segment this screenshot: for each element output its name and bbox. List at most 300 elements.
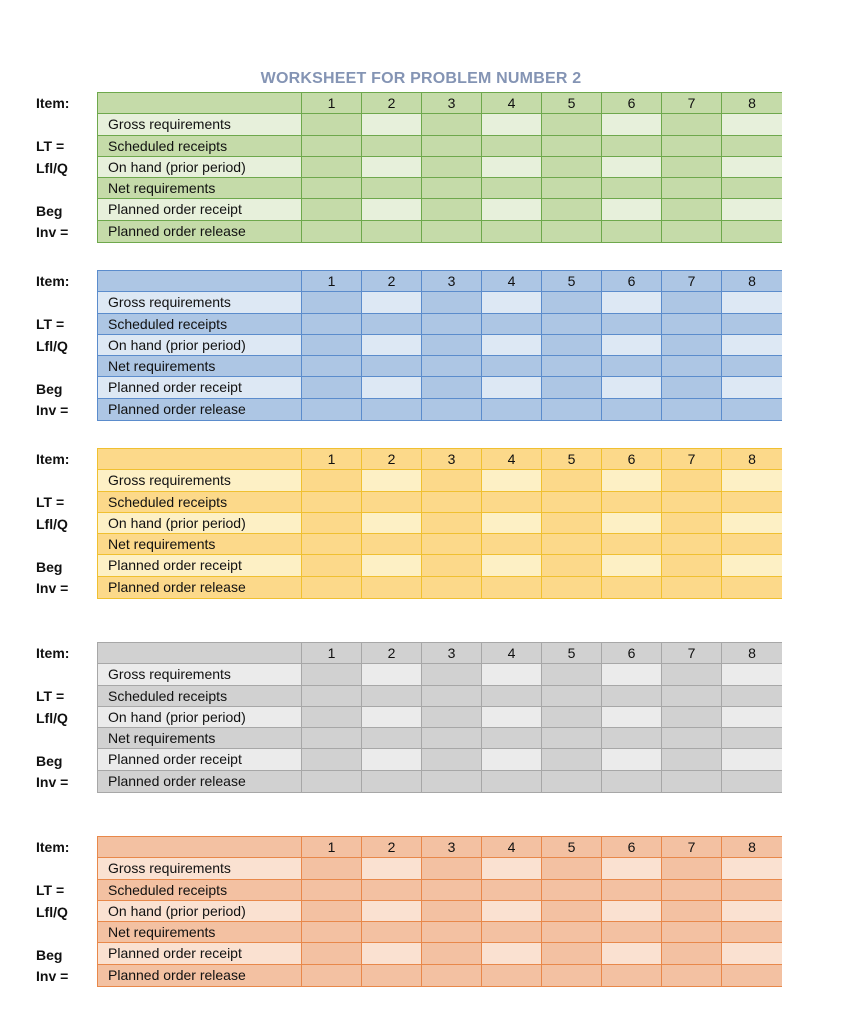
- data-cell[interactable]: [602, 377, 662, 398]
- data-cell[interactable]: [422, 199, 482, 220]
- data-cell[interactable]: [662, 114, 722, 135]
- data-cell[interactable]: [482, 470, 542, 491]
- data-cell[interactable]: [302, 136, 362, 157]
- row-label: Gross requirements: [98, 664, 302, 685]
- period-header: 6: [602, 93, 662, 114]
- data-cell[interactable]: [542, 707, 602, 728]
- data-cell[interactable]: [662, 356, 722, 377]
- data-cell[interactable]: [362, 513, 422, 534]
- data-cell[interactable]: [362, 199, 422, 220]
- data-cell[interactable]: [542, 922, 602, 943]
- data-cell[interactable]: [602, 513, 662, 534]
- data-cell[interactable]: [542, 664, 602, 685]
- data-cell[interactable]: [482, 965, 542, 986]
- worksheet-gray: [0, 642, 842, 796]
- data-cell[interactable]: [662, 664, 722, 685]
- header-blank-cell: [98, 449, 302, 470]
- header-blank-cell: [98, 271, 302, 292]
- data-cell[interactable]: [602, 880, 662, 901]
- data-cell[interactable]: [662, 943, 722, 964]
- data-cell[interactable]: [302, 577, 362, 598]
- data-cell[interactable]: [542, 136, 602, 157]
- data-cell[interactable]: [662, 771, 722, 792]
- data-cell[interactable]: [302, 922, 362, 943]
- data-cell[interactable]: [602, 534, 662, 555]
- data-cell[interactable]: [722, 901, 782, 922]
- data-cell[interactable]: [542, 577, 602, 598]
- data-cell[interactable]: [602, 314, 662, 335]
- data-cell[interactable]: [362, 335, 422, 356]
- lot-size-label: Lfl/Q: [36, 903, 68, 920]
- data-cell[interactable]: [422, 377, 482, 398]
- data-cell[interactable]: [422, 513, 482, 534]
- data-cell[interactable]: [542, 749, 602, 770]
- data-cell[interactable]: [362, 314, 422, 335]
- data-cell[interactable]: [302, 492, 362, 513]
- data-cell[interactable]: [722, 686, 782, 707]
- data-cell[interactable]: [422, 707, 482, 728]
- period-header: 4: [482, 271, 542, 292]
- data-cell[interactable]: [482, 178, 542, 199]
- data-cell[interactable]: [302, 377, 362, 398]
- data-cell[interactable]: [362, 664, 422, 685]
- data-cell[interactable]: [482, 114, 542, 135]
- data-cell[interactable]: [302, 221, 362, 242]
- data-cell[interactable]: [722, 470, 782, 491]
- data-cell[interactable]: [302, 199, 362, 220]
- data-cell[interactable]: [662, 377, 722, 398]
- row-label: Planned order release: [98, 399, 302, 420]
- data-cell[interactable]: [302, 686, 362, 707]
- data-cell[interactable]: [602, 157, 662, 178]
- data-cell[interactable]: [362, 555, 422, 576]
- data-cell[interactable]: [302, 157, 362, 178]
- data-cell[interactable]: [422, 858, 482, 879]
- data-cell[interactable]: [722, 178, 782, 199]
- beginning-label: Beg: [36, 380, 63, 397]
- data-cell[interactable]: [542, 965, 602, 986]
- data-cell[interactable]: [422, 880, 482, 901]
- inventory-label: Inv =: [36, 224, 69, 241]
- data-cell[interactable]: [302, 292, 362, 313]
- data-cell[interactable]: [362, 965, 422, 986]
- data-cell[interactable]: [662, 335, 722, 356]
- data-cell[interactable]: [302, 534, 362, 555]
- data-cell[interactable]: [302, 178, 362, 199]
- data-cell[interactable]: [302, 771, 362, 792]
- period-header: 5: [542, 271, 602, 292]
- data-cell[interactable]: [362, 114, 422, 135]
- data-cell[interactable]: [662, 492, 722, 513]
- period-header: 5: [542, 837, 602, 858]
- data-cell[interactable]: [662, 858, 722, 879]
- data-cell[interactable]: [482, 534, 542, 555]
- row-label: Gross requirements: [98, 114, 302, 135]
- data-cell[interactable]: [362, 157, 422, 178]
- period-header: 6: [602, 643, 662, 664]
- period-header: 6: [602, 837, 662, 858]
- period-header: 3: [422, 837, 482, 858]
- data-cell[interactable]: [362, 707, 422, 728]
- data-cell[interactable]: [662, 314, 722, 335]
- data-cell[interactable]: [542, 901, 602, 922]
- data-cell[interactable]: [482, 771, 542, 792]
- data-cell[interactable]: [602, 728, 662, 749]
- period-header: 2: [362, 93, 422, 114]
- data-cell[interactable]: [722, 943, 782, 964]
- row-label: On hand (prior period): [98, 707, 302, 728]
- data-cell[interactable]: [602, 771, 662, 792]
- data-cell[interactable]: [302, 356, 362, 377]
- data-cell[interactable]: [542, 335, 602, 356]
- period-header: 1: [302, 837, 362, 858]
- data-cell[interactable]: [362, 534, 422, 555]
- data-cell[interactable]: [362, 492, 422, 513]
- beginning-label: Beg: [36, 558, 63, 575]
- row-label: Scheduled receipts: [98, 492, 302, 513]
- data-cell[interactable]: [722, 664, 782, 685]
- header-blank-cell: [98, 643, 302, 664]
- data-cell[interactable]: [602, 965, 662, 986]
- data-cell[interactable]: [722, 114, 782, 135]
- data-cell[interactable]: [602, 199, 662, 220]
- data-cell[interactable]: [602, 686, 662, 707]
- data-cell[interactable]: [722, 555, 782, 576]
- data-cell[interactable]: [662, 399, 722, 420]
- data-cell[interactable]: [482, 157, 542, 178]
- row-label: Planned order receipt: [98, 749, 302, 770]
- period-header: 7: [662, 93, 722, 114]
- data-cell[interactable]: [482, 314, 542, 335]
- data-cell[interactable]: [302, 965, 362, 986]
- data-cell[interactable]: [602, 664, 662, 685]
- row-label: Planned order receipt: [98, 377, 302, 398]
- beginning-label: Beg: [36, 946, 63, 963]
- item-label: Item:: [36, 95, 70, 111]
- data-cell[interactable]: [362, 470, 422, 491]
- data-cell[interactable]: [602, 749, 662, 770]
- data-cell[interactable]: [722, 136, 782, 157]
- data-cell[interactable]: [542, 377, 602, 398]
- data-cell[interactable]: [302, 114, 362, 135]
- data-cell[interactable]: [722, 492, 782, 513]
- data-cell[interactable]: [542, 356, 602, 377]
- data-cell[interactable]: [482, 749, 542, 770]
- data-cell[interactable]: [362, 292, 422, 313]
- data-cell[interactable]: [422, 399, 482, 420]
- data-cell[interactable]: [302, 664, 362, 685]
- period-header: 3: [422, 271, 482, 292]
- data-cell[interactable]: [422, 492, 482, 513]
- data-cell[interactable]: [602, 292, 662, 313]
- data-cell[interactable]: [482, 686, 542, 707]
- data-cell[interactable]: [362, 136, 422, 157]
- data-cell[interactable]: [302, 470, 362, 491]
- data-cell[interactable]: [422, 555, 482, 576]
- data-cell[interactable]: [662, 534, 722, 555]
- data-cell[interactable]: [362, 922, 422, 943]
- data-cell[interactable]: [482, 513, 542, 534]
- data-cell[interactable]: [662, 922, 722, 943]
- period-header: 2: [362, 271, 422, 292]
- data-cell[interactable]: [422, 221, 482, 242]
- data-cell[interactable]: [542, 492, 602, 513]
- data-cell[interactable]: [722, 965, 782, 986]
- data-cell[interactable]: [362, 178, 422, 199]
- data-cell[interactable]: [302, 707, 362, 728]
- data-cell[interactable]: [362, 771, 422, 792]
- data-cell[interactable]: [542, 157, 602, 178]
- data-cell[interactable]: [362, 356, 422, 377]
- data-cell[interactable]: [422, 965, 482, 986]
- data-cell[interactable]: [602, 901, 662, 922]
- data-cell[interactable]: [362, 728, 422, 749]
- data-cell[interactable]: [422, 534, 482, 555]
- data-cell[interactable]: [662, 136, 722, 157]
- data-cell[interactable]: [662, 728, 722, 749]
- period-header: 4: [482, 93, 542, 114]
- data-cell[interactable]: [722, 728, 782, 749]
- mrp-table: [97, 836, 782, 987]
- data-cell[interactable]: [542, 686, 602, 707]
- data-cell[interactable]: [482, 577, 542, 598]
- row-label: Planned order receipt: [98, 555, 302, 576]
- lead-time-label: LT =: [36, 138, 65, 155]
- data-cell[interactable]: [662, 292, 722, 313]
- data-cell[interactable]: [542, 728, 602, 749]
- data-cell[interactable]: [722, 922, 782, 943]
- data-cell[interactable]: [602, 178, 662, 199]
- data-cell[interactable]: [602, 356, 662, 377]
- data-cell[interactable]: [422, 728, 482, 749]
- period-header: 2: [362, 837, 422, 858]
- data-cell[interactable]: [302, 943, 362, 964]
- data-cell[interactable]: [662, 555, 722, 576]
- data-cell[interactable]: [362, 221, 422, 242]
- period-header: 4: [482, 837, 542, 858]
- row-label: Scheduled receipts: [98, 314, 302, 335]
- data-cell[interactable]: [422, 943, 482, 964]
- data-cell[interactable]: [722, 199, 782, 220]
- row-label: Scheduled receipts: [98, 880, 302, 901]
- data-cell[interactable]: [482, 377, 542, 398]
- data-cell[interactable]: [602, 136, 662, 157]
- data-cell[interactable]: [422, 136, 482, 157]
- data-cell[interactable]: [542, 534, 602, 555]
- data-cell[interactable]: [662, 157, 722, 178]
- beginning-label: Beg: [36, 752, 63, 769]
- period-header: 6: [602, 271, 662, 292]
- data-cell[interactable]: [662, 901, 722, 922]
- row-label: Net requirements: [98, 178, 302, 199]
- data-cell[interactable]: [482, 199, 542, 220]
- data-cell[interactable]: [302, 399, 362, 420]
- data-cell[interactable]: [302, 513, 362, 534]
- data-cell[interactable]: [302, 314, 362, 335]
- data-cell[interactable]: [422, 922, 482, 943]
- data-cell[interactable]: [722, 221, 782, 242]
- data-cell[interactable]: [662, 965, 722, 986]
- data-cell[interactable]: [662, 513, 722, 534]
- data-cell[interactable]: [482, 356, 542, 377]
- data-cell[interactable]: [482, 858, 542, 879]
- data-cell[interactable]: [422, 178, 482, 199]
- data-cell[interactable]: [662, 221, 722, 242]
- period-header: 7: [662, 449, 722, 470]
- data-cell[interactable]: [722, 749, 782, 770]
- data-cell[interactable]: [722, 707, 782, 728]
- data-cell[interactable]: [302, 555, 362, 576]
- data-cell[interactable]: [722, 513, 782, 534]
- data-cell[interactable]: [602, 114, 662, 135]
- data-cell[interactable]: [722, 880, 782, 901]
- data-cell[interactable]: [542, 943, 602, 964]
- data-cell[interactable]: [302, 728, 362, 749]
- data-cell[interactable]: [662, 178, 722, 199]
- data-cell[interactable]: [722, 335, 782, 356]
- period-header: 7: [662, 643, 722, 664]
- data-cell[interactable]: [422, 771, 482, 792]
- data-cell[interactable]: [602, 577, 662, 598]
- data-cell[interactable]: [662, 880, 722, 901]
- data-cell[interactable]: [722, 771, 782, 792]
- data-cell[interactable]: [422, 577, 482, 598]
- data-cell[interactable]: [422, 114, 482, 135]
- period-header: 2: [362, 643, 422, 664]
- row-label: Planned order receipt: [98, 943, 302, 964]
- data-cell[interactable]: [302, 749, 362, 770]
- data-cell[interactable]: [422, 157, 482, 178]
- data-cell[interactable]: [482, 880, 542, 901]
- row-label: On hand (prior period): [98, 157, 302, 178]
- data-cell[interactable]: [362, 686, 422, 707]
- data-cell[interactable]: [302, 901, 362, 922]
- row-label: On hand (prior period): [98, 901, 302, 922]
- data-cell[interactable]: [542, 292, 602, 313]
- data-cell[interactable]: [602, 221, 662, 242]
- data-cell[interactable]: [362, 577, 422, 598]
- data-cell[interactable]: [662, 707, 722, 728]
- row-label: Net requirements: [98, 728, 302, 749]
- data-cell[interactable]: [602, 399, 662, 420]
- period-header: 4: [482, 449, 542, 470]
- data-cell[interactable]: [362, 880, 422, 901]
- data-cell[interactable]: [302, 858, 362, 879]
- data-cell[interactable]: [482, 492, 542, 513]
- data-cell[interactable]: [362, 377, 422, 398]
- data-cell[interactable]: [362, 858, 422, 879]
- data-cell[interactable]: [662, 749, 722, 770]
- data-cell[interactable]: [482, 221, 542, 242]
- period-header: 4: [482, 643, 542, 664]
- row-label: Gross requirements: [98, 292, 302, 313]
- data-cell[interactable]: [722, 399, 782, 420]
- data-cell[interactable]: [602, 492, 662, 513]
- data-cell[interactable]: [662, 577, 722, 598]
- row-label: Net requirements: [98, 534, 302, 555]
- data-cell[interactable]: [722, 356, 782, 377]
- data-cell[interactable]: [302, 880, 362, 901]
- data-cell[interactable]: [602, 858, 662, 879]
- row-label: On hand (prior period): [98, 335, 302, 356]
- data-cell[interactable]: [362, 901, 422, 922]
- data-cell[interactable]: [542, 178, 602, 199]
- data-cell[interactable]: [422, 686, 482, 707]
- inventory-label: Inv =: [36, 774, 69, 791]
- data-cell[interactable]: [542, 314, 602, 335]
- data-cell[interactable]: [482, 292, 542, 313]
- data-cell[interactable]: [482, 728, 542, 749]
- inventory-label: Inv =: [36, 580, 69, 597]
- data-cell[interactable]: [362, 943, 422, 964]
- data-cell[interactable]: [482, 136, 542, 157]
- data-cell[interactable]: [422, 356, 482, 377]
- data-cell[interactable]: [542, 199, 602, 220]
- period-header: 1: [302, 643, 362, 664]
- data-cell[interactable]: [422, 292, 482, 313]
- data-cell[interactable]: [482, 664, 542, 685]
- data-cell[interactable]: [662, 470, 722, 491]
- data-cell[interactable]: [722, 314, 782, 335]
- data-cell[interactable]: [662, 686, 722, 707]
- data-cell[interactable]: [542, 555, 602, 576]
- data-cell[interactable]: [662, 199, 722, 220]
- data-cell[interactable]: [602, 555, 662, 576]
- row-label: Planned order release: [98, 577, 302, 598]
- data-cell[interactable]: [482, 399, 542, 420]
- data-cell[interactable]: [542, 880, 602, 901]
- data-cell[interactable]: [542, 771, 602, 792]
- lead-time-label: LT =: [36, 316, 65, 333]
- data-cell[interactable]: [602, 470, 662, 491]
- data-cell[interactable]: [542, 513, 602, 534]
- data-cell[interactable]: [482, 707, 542, 728]
- data-cell[interactable]: [482, 922, 542, 943]
- data-cell[interactable]: [542, 221, 602, 242]
- data-cell[interactable]: [542, 858, 602, 879]
- data-cell[interactable]: [422, 664, 482, 685]
- data-cell[interactable]: [422, 314, 482, 335]
- data-cell[interactable]: [722, 858, 782, 879]
- item-label: Item:: [36, 451, 70, 467]
- data-cell[interactable]: [302, 335, 362, 356]
- item-label: Item:: [36, 839, 70, 855]
- data-cell[interactable]: [602, 707, 662, 728]
- data-cell[interactable]: [602, 922, 662, 943]
- data-cell[interactable]: [422, 749, 482, 770]
- data-cell[interactable]: [722, 292, 782, 313]
- data-cell[interactable]: [542, 470, 602, 491]
- data-cell[interactable]: [602, 335, 662, 356]
- data-cell[interactable]: [482, 335, 542, 356]
- data-cell[interactable]: [422, 335, 482, 356]
- data-cell[interactable]: [542, 114, 602, 135]
- data-cell[interactable]: [482, 943, 542, 964]
- data-cell[interactable]: [482, 555, 542, 576]
- data-cell[interactable]: [722, 157, 782, 178]
- data-cell[interactable]: [602, 943, 662, 964]
- data-cell[interactable]: [422, 901, 482, 922]
- data-cell[interactable]: [542, 399, 602, 420]
- data-cell[interactable]: [362, 399, 422, 420]
- data-cell[interactable]: [722, 377, 782, 398]
- data-cell[interactable]: [482, 901, 542, 922]
- header-blank-cell: [98, 93, 302, 114]
- data-cell[interactable]: [362, 749, 422, 770]
- data-cell[interactable]: [422, 470, 482, 491]
- data-cell[interactable]: [722, 534, 782, 555]
- data-cell[interactable]: [722, 577, 782, 598]
